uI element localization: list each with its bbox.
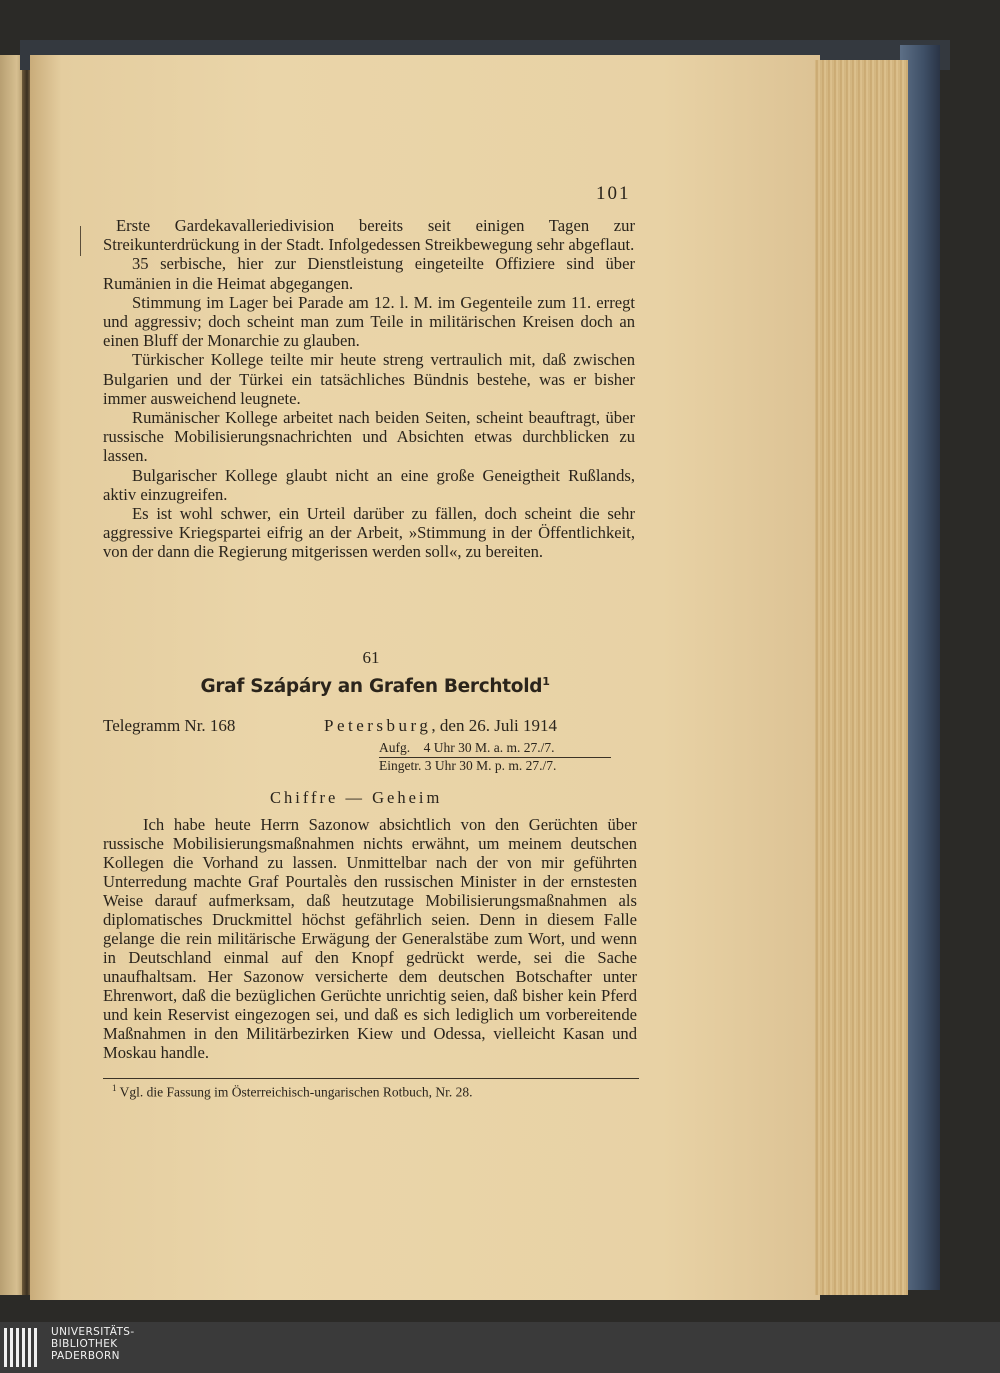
paragraph: Türkischer Kollege teilte mir heute streng vertraulich mit, daß zwischen Bulgarien und der Türkei ein tatsächliches Bündnis bestehe, was er bisher immer ausweichend leugnete. <box>103 350 635 408</box>
logo-line: UNIVERSITÄTS- <box>51 1326 135 1338</box>
paragraph: Ich habe heute Herrn Sazonow absichtlich von den Gerüchten über russische Mobilisierungsmaßnahmen nichts erwähnt, um meinem deutschen Kollegen die Vorhand zu lassen. Unmittelbar nach der von mir geführten Unterredung machte Graf Pourtalès den russischen Minister in der ernstesten Weise darauf aufmerksam, daß heutzutage Mobilisierungsmaßnahmen als diplomatisches Druckmittel höchst gefährlich seien. Denn in diesem Falle gelange die rein militärische Erwägung der Generalstäbe zum Wort, und wenn in Deutschland einmal auf den Knopf gedrückt werde, sei die Sache unaufhaltsam. Her Sazonow versicherte dem deutschen Botschafter unter Ehrenwort, daß die bezüglichen Gerüchte unrichtig seien, daß bisher kein Pferd und kein Reservist eingezogen sei, und daß es sich lediglich um vorbereitende Maßnahmen in den Militärbezirken Kiew und Odessa, vielleicht Kasan und Moskau handle. <box>103 815 637 1062</box>
document-title <box>140 675 610 697</box>
margin-mark <box>80 226 81 256</box>
library-logo-text <box>51 1326 135 1362</box>
document-number: 61 <box>362 648 380 667</box>
date: , den 26. Juli 1914 <box>431 716 558 735</box>
footnote-rule <box>103 1078 639 1079</box>
place-date <box>324 716 557 736</box>
footnote-mark: 1 <box>112 1083 117 1093</box>
library-footer <box>0 1322 1000 1373</box>
paragraph: Bulgarischer Kollege glaubt nicht an eine große Geneigtheit Rußlands, aktiv einzugreifen. <box>103 465 635 504</box>
page-number: 101 <box>596 183 631 204</box>
logo-line: PADERBORN <box>51 1350 120 1362</box>
telegram-text <box>103 815 637 1062</box>
logo-line: BIBLIOTHEK <box>51 1338 118 1350</box>
cipher-label: Chiffre — Geheim <box>270 788 443 807</box>
title-footnote-mark: 1 <box>542 675 550 688</box>
footnote-text: Vgl. die Fassung im Österreichisch-ungarischen Rotbuch, Nr. 28. <box>119 1084 473 1100</box>
paragraph: Stimmung im Lager bei Parade am 12. l. M. im Gegenteile zum 11. erregt und aggressiv; doch scheint man zum Teile in militärischen Kreisen doch an einen Bluff der Monarchie zu glauben. <box>103 292 635 351</box>
paragraph: 35 serbische, hier zur Dienstleistung eingeteilte Offiziere sind über Rumänien in die Heimat abgegangen. <box>103 254 635 293</box>
received-time: Eingetr. 3 Uhr 30 M. p. m. 27./7. <box>379 758 557 773</box>
dispatch-time: Aufg. 4 Uhr 30 M. a. m. 27./7. <box>379 740 611 758</box>
book-fore-edge <box>815 60 908 1295</box>
telegram-number: Telegramm Nr. 168 <box>103 716 236 735</box>
body-text <box>103 216 635 562</box>
paragraph: Rumänischer Kollege arbeitet nach beiden Seiten, scheint beauftragt, über russische Mobilisierungsnachrichten und Absichten etwas durchblicken zu lassen. <box>103 408 635 466</box>
footnote <box>112 1083 472 1101</box>
document-title-text: Graf Szápáry an Grafen Berchtold <box>200 676 543 698</box>
library-logo-icon <box>4 1326 40 1369</box>
place: Petersburg <box>324 716 432 735</box>
paragraph: Erste Gardekavalleriedivision bereits seit einigen Tagen zur Streikunterdrückung in der Stadt. Infolgedessen Streikbewegung sehr abgeflaut. <box>103 216 635 255</box>
paragraph: Es ist wohl schwer, ein Urteil darüber zu fällen, doch scheint die sehr aggressive Kriegspartei eifrig an der Arbeit, »Stimmung in der Öffentlichkeit, von der dann die Regierung mitgerissen werden soll«, zu bereiten. <box>103 504 635 562</box>
